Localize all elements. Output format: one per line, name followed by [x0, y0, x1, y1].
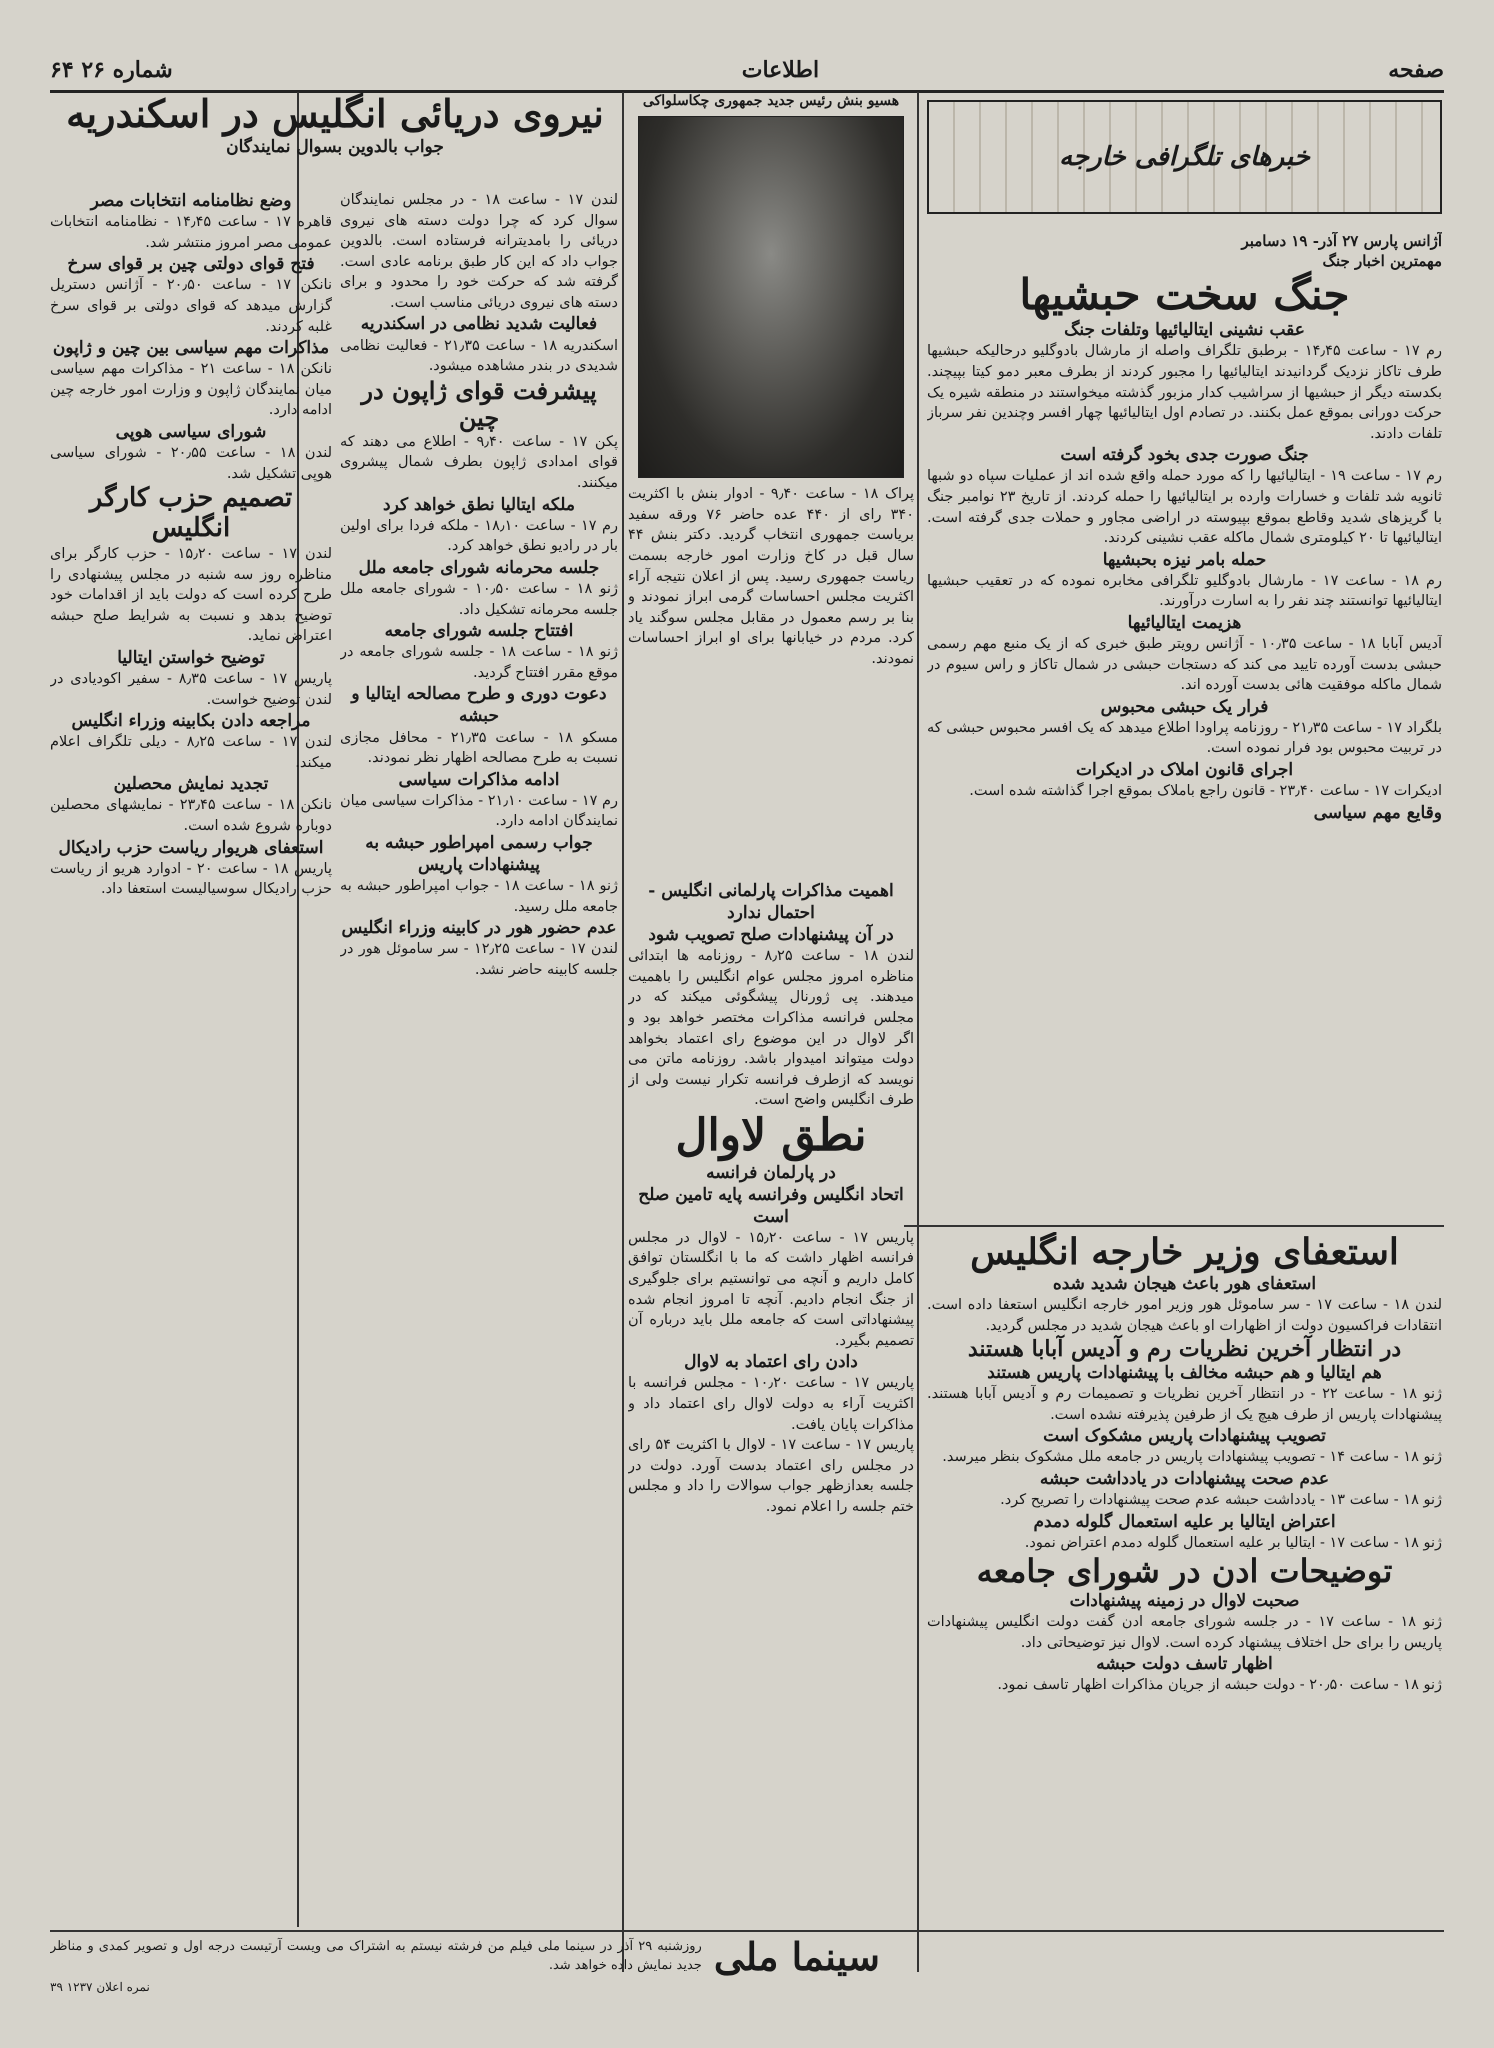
telegrams-logo: خبرهای تلگرافی خارجه — [927, 100, 1442, 214]
article-body: ژنو ۱۸ - ساعت ۱۷ - در جلسه شورای جامعه ادن گفت دولت انگلیس پیشنهادات پاریس را برای حل اختلاف پیشنهاد کرده است. لاوال نیز توضیحاتی داد. — [927, 1614, 1442, 1651]
article-subheading: هم ایتالیا و هم حبشه مخالف با پیشنهادات پاریس هستند — [987, 1362, 1382, 1383]
article-body: ژنو ۱۸ - ساعت ۲۰٫۵۰ - دولت حبشه از جریان مذاکرات اظهار تاسف نمود. — [997, 1677, 1442, 1694]
article-heading: فتح قوای دولتی چین بر قوای سرخ — [67, 254, 315, 275]
article-heading: مذاکرات مهم سیاسی بین چین و ژاپون — [52, 338, 330, 359]
article-heading: جواب رسمی امپراطور حبشه به پیشنهادات پاریس — [365, 832, 593, 876]
column-divider — [622, 92, 624, 1972]
section-tag: وقایع مهم سیاسی — [1313, 802, 1442, 823]
article-heading: استعفای هریوار ریاست حزب رادیکال — [58, 837, 324, 858]
article-body: ادیکرات ۱۷ - ساعت ۲۳٫۴۰ - قانون راجع باملاک بموقع اجرا گذاشته شده است. — [969, 783, 1442, 800]
article-subheading: در پارلمان فرانسه — [706, 1162, 836, 1183]
headline-eden: توضیحات ادن در شورای جامعه — [976, 1552, 1393, 1591]
article-body: ژنو ۱۸ - ساعت ۱۰٫۵۰ - شورای جامعه ملل جلسه محرمانه تشکیل داد. — [340, 580, 618, 618]
article-body: نانکن ۱۷ - ساعت ۲۰٫۵۰ - آژانس دستریل گزارش میدهد که قوای دولتی بر قوای سرخ غلبه کردند. — [50, 277, 332, 335]
article-body: پاریس ۱۷ - ساعت ۱۵٫۲۰ - لاوال در مجلس فرانسه اظهار داشت که ما با انگلستان توافق کامل داریم و آنچه می توانستیم برای جلوگیری از جنگ انجام دادیم. آنچه تا امروز انجام شده پیشنهاداتی است که جامعه ملل باید درباره آن تصمیم بگیرد. — [628, 1229, 914, 1349]
article-body: رم ۱۷ - ساعت ۱۸٫۱۰ - ملکه فردا برای اولین بار در رادیو نطق خواهد کرد. — [340, 517, 618, 555]
article-heading: توضیح خواستن ایتالیا — [117, 647, 265, 668]
column-divider — [917, 92, 919, 1972]
article-heading: فرار یک حبشی محبوس — [1100, 696, 1269, 717]
header-masthead: اطلاعات — [741, 57, 820, 83]
article-heading: عدم صحت پیشنهادات در یادداشت حبشه — [1039, 1468, 1330, 1489]
article-body: بلگراد ۱۷ - ساعت ۲۱٫۳۵ - روزنامه پراودا اطلاع میدهد که یک افسر محبوس حبشی که در تربیت محبوس بود فرار نموده است. — [927, 719, 1442, 757]
article-heading: اعتراض ایتالیا بر علیه استعمال گلوله دمدم — [1033, 1511, 1336, 1532]
article-heading: اهمیت مذاکرات پارلمانی انگلیس - احتمال ندارد — [648, 881, 894, 924]
kicker: مهمترین اخبار جنگ — [1322, 251, 1442, 270]
left-outer-column — [50, 190, 332, 1925]
article-body: قاهره ۱۷ - ساعت ۱۴٫۴۵ - نظامنامه انتخابات عمومی مصر امروز منتشر شد. — [50, 214, 332, 251]
article-body: ژنو ۱۸ - ساعت ۱۷ - ایتالیا بر علیه استعمال گلوله دمدم اعتراض نمود. — [1024, 1534, 1442, 1551]
article-heading: عدم حضور هور در کابینه وزراء انگلیس — [341, 918, 617, 939]
portrait-photo — [638, 116, 904, 478]
subhead-war: عقب نشینی ایتالیائیها وتلفات جنگ — [1064, 320, 1305, 341]
article-heading: ادامه مذاکرات سیاسی — [398, 769, 560, 790]
headline-naval: نیروی دریائی انگلیس در اسکندریه — [66, 92, 604, 136]
article-body: رم ۱۷ - ساعت ۲۱٫۱۰ - مذاکرات سیاسی میان نمایندگان ادامه دارد. — [340, 792, 618, 830]
article-heading: هزیمت ایتالیائیها — [1127, 612, 1242, 633]
photo-caption: هسیو بنش رئیس جدید جمهوری چکاسلواکی — [642, 93, 900, 109]
headline-laval: نطق لاوال — [675, 1109, 867, 1161]
article-body: لندن ۱۸ - ساعت ۸٫۲۵ - روزنامه ها ابتدائی مناظره امروز مجلس عوام انگلیس را باهمیت میدهند. پی ژورنال پیشگوئی میکند که در مجلس فرانسه مذاکرات مختصر خواهد بود و اگر لاوال در این موضوع رای اعتماد بخواهد دولت میتواند امیدوار باشد. روزنامه ماتن می نویسد که ازطرف فرانسه تکرار نیست ولی از طرف انگلیس واضح است. — [628, 948, 914, 1109]
article-body: ژنو ۱۸ - ساعت ۱۸ - جواب امپراطور حبشه به جامعه ملل رسید. — [340, 878, 618, 915]
article-body: ژنو ۱۸ - ساعت ۱۴ - تصویب پیشنهادات پاریس در جامعه ملل مشکوک بنظر میرسد. — [942, 1449, 1442, 1466]
header-page-label: صفحه — [1388, 57, 1444, 83]
article-body: لندن ۱۷ - ساعت ۱۲٫۲۵ - سر ساموئل هور در جلسه کابینه حاضر نشد. — [340, 941, 618, 978]
article-heading: وضع نظامنامه انتخابات مصر — [90, 191, 292, 211]
article-subheading: اتحاد انگلیس وفرانسه پایه تامین صلح است — [638, 1184, 904, 1227]
ad-number: نمره اعلان ۱۲۳۷ ۳۹ — [50, 1979, 150, 1994]
article-heading: شورای سیاسی هوپی — [115, 421, 267, 442]
telegrams-logo-box — [927, 100, 1442, 230]
article-body: لندن ۱۷ - ساعت ۱۸ - در مجلس نمایندگان سوال کرد که چرا دولت دسته های نیروی دریائی را بامدیترانه فرستاده است. بالدوین جواب داد که این کار طبق برنامه عادی است. گرفته شد که حرکت خود را محدود و برای دسته های نیروی دریائی مناسب است. — [340, 192, 618, 311]
article-body: پکن ۱۷ - ساعت ۹٫۴۰ - اطلاع می دهند که قوای امدادی ژاپون بطرف شمال پیشروی میکنند. — [340, 433, 618, 492]
article-body: ژنو ۱۸ - ساعت ۱۸ - جلسه شورای جامعه در موقع مقرر افتتاح گردید. — [340, 644, 618, 681]
article-heading: تصویب پیشنهادات پاریس مشکوک است — [1043, 1426, 1326, 1447]
article-body: نانکن ۱۸ - ساعت ۲۱ - مذاکرات مهم سیاسی میان نمایندگان ژاپون و وزارت امور خارجه چین ادامه دارد. — [50, 361, 332, 419]
page-header — [50, 50, 1444, 93]
article-body: ژنو ۱۸ - ساعت ۲۲ - در انتظار آخرین نظریات و تصمیمات رم و آدیس آبابا هستند. پیشنهادات پاریس از طرف هیچ یک از طرفین پذیرفته نشده است. — [927, 1386, 1442, 1423]
article-body: لندن ۱۸ - ساعت ۱۷ - سر ساموئل هور وزیر امور خارجه انگلیس استعفا داده است. انتقادات فراکسیون دولت از اظهارات او باعث هیجان شدید در مجلس گردید. — [927, 1297, 1442, 1335]
article-heading: فعالیت شدید نظامی در اسکندریه — [360, 314, 598, 335]
article-heading: در انتظار آخرین نظریات رم و آدیس آبابا هستند — [967, 1335, 1402, 1362]
article-body: لندن ۱۷ - ساعت ۱۵٫۲۰ - حزب کارگر برای مناظره روز سه شنبه در مجلس پیشنهادی را طرح کرده است که دولت باید از اقدامات خود توضیح بدهد و نسبت به شرایط صلح حبشه اعتراض نماید. — [50, 545, 332, 645]
article-body: آدیس آبابا ۱۸ - ساعت ۱۰٫۳۵ - آژانس رویتر طبق خبری که از یک منبع مهم رسمی حبشی بدست آورده تایید می کند که دستجات حبشی در شمال تاکاز و راس سیوم در شمال ماکله موفقیت هائی بدست آورده اند. — [927, 636, 1442, 694]
left-inner-column — [340, 190, 618, 1925]
naval-headline-box — [50, 92, 620, 187]
war-news-column — [927, 232, 1442, 1250]
article-body: پاریس ۱۷ - ساعت ۸٫۳۵ - سفیر اکودیادی در لندن توضیح خواست. — [50, 670, 332, 708]
subhead-resignation: استعفای هور باعث هیجان شدید شده — [1052, 1274, 1317, 1295]
subhead-naval: جواب بالدوین بسوال نمایندگان — [226, 136, 444, 157]
article-heading: جلسه محرمانه شورای جامعه ملل — [358, 557, 600, 578]
article-heading: دادن رای اعتماد به لاوال — [684, 1352, 858, 1373]
article-body: پاریس ۱۸ - ساعت ۲۰ - ادوارد هریو از ریاست حزب رادیکال سوسیالیست استعفا داد. — [50, 860, 332, 898]
article-subheading: در آن پیشنهادات صلح تصویب شود — [648, 925, 894, 946]
article-body: پراک ۱۸ - ساعت ۹٫۴۰ - ادوار بنش با اکثریت ۳۴۰ رای از ۴۴۰ عده حاضر ۷۶ ورقه سفید بریاست جمهوری انتخاب گردید. دکتر بنش ۴۴ سال قبل در کاخ وزارت امور خارجه بسمت ریاست جمهوری رسید. پس از اعلان نتیجه آراء اکثریت مجلس احساسات گرمی ابراز نمودند و بنا بر رسم معمول در مقابل مجلس سوگند یاد کرد. مردم در خیابانها برای او ابراز احساسات نمودند. — [628, 486, 914, 667]
article-body: رم ۱۷ - ساعت ۱۹ - ایتالیائیها را که مورد حمله واقع شده اند از عملیات سپاه دو شبها ثانویه شد تلفات و خسارات وارده بر ایتالیائیها را حمله کردند. از تاریخ ۲۳ نوامبر جنگ با گریزهای شدید وقاطع بموقع بپیوسته در اراضی مجاور و حملات جدی گرفته است. ایتالیائیها تا ۲۰ کیلومتری شمال ماکله عقب نشینی کردند. — [927, 468, 1442, 547]
article-heading: اجرای قانون املاک در ادیکرات — [1075, 760, 1294, 781]
article-body: لندن ۱۸ - ساعت ۲۰٫۵۵ - شورای سیاسی هوپی تشکیل شد. — [50, 445, 332, 482]
article-body: لندن ۱۷ - ساعت ۸٫۲۵ - دیلی تلگراف اعلام میکند. — [50, 734, 332, 771]
article-war-body: رم ۱۷ - ساعت ۱۴٫۴۵ - برطبق تلگراف واصله از مارشال بادوگلیو درحالیکه حبشیها طرف تاکاز نزدیک گردانیدند ایتالیائیها را مجبور کردند از بطرف معبر دمو کیتا بپیچند. بکدسته دیگر از حبشیها از سراشیب کدار مزبور گذشته میخواستند در منطقه شیره یک حرکت دورانی بموقع عمل بکنند. در تصادم اول ایتالیائیها چهار افسر وچندین نفر سرباز تلفات دادند. — [927, 343, 1442, 442]
article-heading: تجدید نمایش محصلین — [113, 774, 269, 795]
header-issue-number: شماره ۲۶ ۶۴ — [50, 57, 173, 83]
footer-divider — [50, 1930, 1444, 1932]
article-body: پاریس ۱۷ - ساعت ۱۷ - لاوال با اکثریت ۵۴ رای در مجلس رای اعتماد بدست آورد. دولت در جلسه بعدازظهر جواب سوالات را داد و مجلس ختم جلسه را اعلام نمود. — [628, 1437, 914, 1515]
dateline: آژانس پارس ۲۷ آذر- ۱۹ دسامبر — [1241, 232, 1442, 250]
cinema-ad — [50, 1935, 880, 2005]
article-body: اسکندریه ۱۸ - ساعت ۲۱٫۳۵ - فعالیت نظامی شدیدی در بندر مشاهده میشود. — [340, 337, 618, 375]
article-heading: حمله بامر نیزه بحبشیها — [1102, 549, 1267, 570]
article-body: نانکن ۱۸ - ساعت ۲۳٫۴۵ - نمایشهای محصلین دوباره شروع شده است. — [50, 797, 332, 834]
article-heading: دعوت دوری و طرح مصالحه ایتالیا و حبشه — [351, 684, 607, 727]
article-heading: افتتاح جلسه شورای جامعه — [384, 621, 574, 642]
article-body: پاریس ۱۷ - ساعت ۱۰٫۲۰ - مجلس فرانسه با اکثریت آراء به دولت لاوال رای اعتماد داد و مذاکرات پایان یافت. — [628, 1375, 914, 1433]
cinema-body: روزشنبه ۲۹ آذر در سینما ملی فیلم من فرشته نیستم به اشتراک می ویست آرتیست درجه اول و تصویر کمدی و مناظر جدید نمایش داده خواهد شد. — [50, 1939, 702, 1973]
article-heading: جنگ صورت جدی بخود گرفته است — [1060, 445, 1309, 466]
article-heading: ملکه ایتالیا نطق خواهد کرد — [383, 494, 575, 515]
middle-column — [628, 880, 914, 1925]
article-body: ژنو ۱۸ - ساعت ۱۳ - یادداشت حبشه عدم صحت پیشنهادات را تصریح کرد. — [1000, 1491, 1442, 1508]
foreign-minister-section — [927, 1232, 1442, 1922]
article-heading: پیشرفت قوای ژاپون در چین — [361, 375, 597, 433]
headline-labour: تصمیم حزب کارگر انگلیس — [89, 483, 293, 544]
portrait-column — [628, 92, 914, 882]
article-heading: اظهار تاسف دولت حبشه — [1096, 1654, 1273, 1675]
subhead-eden: صحبت لاوال در زمینه پیشنهادات — [1069, 1591, 1300, 1611]
article-body: مسکو ۱۸ - ساعت ۲۱٫۳۵ - محافل مجازی نسبت به طرح مصالحه اظهار نظر نمودند. — [340, 729, 618, 767]
headline-war: جنگ سخت حبشیها — [1019, 270, 1350, 319]
article-heading: مراجعه دادن بکابینه وزراء انگلیس — [71, 711, 311, 732]
article-body: رم ۱۸ - ساعت ۱۷ - مارشال بادوگلیو تلگرافی مخابره نموده که در تعقیب حبشیها ایتالیائیها توانستند چند نفر را به اسارت درآورند. — [927, 572, 1442, 610]
cinema-title: سینما ملی — [713, 1935, 880, 1979]
headline-resignation: استعفای وزیر خارجه انگلیس — [970, 1232, 1399, 1273]
